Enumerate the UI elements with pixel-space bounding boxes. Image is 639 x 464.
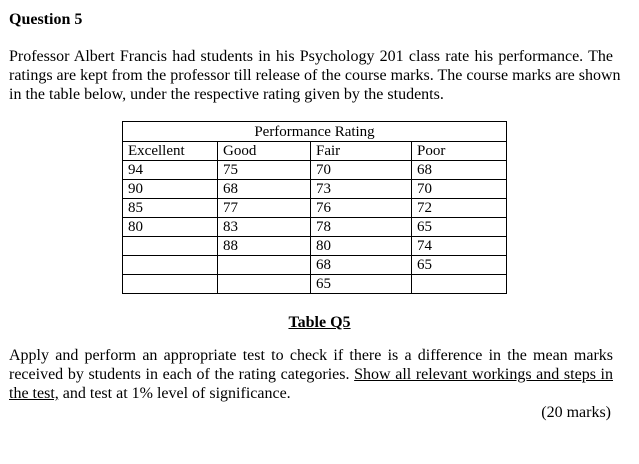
table-row <box>123 161 507 180</box>
table-cell: 68 <box>412 161 507 180</box>
table-cell: 70 <box>311 161 412 180</box>
table-cell: 85 <box>123 199 218 218</box>
intro-line: in the table below, under the respective rating given by the students. <box>9 86 444 103</box>
instruction-text: and test at 1% level of significance. <box>58 385 291 402</box>
instruction-emphasis: Show all relevant workings and steps in <box>354 366 613 383</box>
table-row <box>123 199 507 218</box>
table-cell <box>123 237 218 256</box>
instruction-line <box>9 384 613 403</box>
column-header-good: Good <box>218 142 311 161</box>
table-cell: 68 <box>218 180 311 199</box>
table-cell: 65 <box>311 275 412 294</box>
table-cell: 75 <box>218 161 311 180</box>
table-row <box>123 180 507 199</box>
table-cell: 76 <box>311 199 412 218</box>
table-cell: 77 <box>218 199 311 218</box>
table-cell <box>218 256 311 275</box>
table-row <box>123 256 507 275</box>
marks-allocation: (20 marks) <box>541 404 611 421</box>
table-cell: 68 <box>311 256 412 275</box>
table-cell: 94 <box>123 161 218 180</box>
table-cell <box>218 275 311 294</box>
column-header-poor: Poor <box>412 142 507 161</box>
table-cell: 72 <box>412 199 507 218</box>
table-cell <box>123 256 218 275</box>
column-header-excellent: Excellent <box>123 142 218 161</box>
instruction-line <box>9 365 613 384</box>
table-cell: 65 <box>412 218 507 237</box>
table-cell: 83 <box>218 218 311 237</box>
intro-line: Professor Albert Francis had students in his Psychology 201 class rate his performance. The <box>9 48 613 65</box>
table-cell: 73 <box>311 180 412 199</box>
table-cell: 80 <box>123 218 218 237</box>
performance-rating-table <box>122 121 507 294</box>
table-cell: 80 <box>311 237 412 256</box>
instruction-emphasis: the test, <box>9 385 59 402</box>
column-header-fair: Fair <box>311 142 412 161</box>
table-cell: 78 <box>311 218 412 237</box>
question-intro <box>9 47 621 104</box>
table-cell: 74 <box>412 237 507 256</box>
table-cell: 90 <box>123 180 218 199</box>
table-cell <box>412 275 507 294</box>
instruction-line: Apply and perform an appropriate test to check if there is a difference in the mean marks <box>9 347 613 364</box>
table-group-header: Performance Rating <box>123 122 507 142</box>
table-row <box>123 237 507 256</box>
instruction-text: received by students in each of the rating categories. <box>9 366 355 383</box>
table-cell <box>123 275 218 294</box>
intro-line: ratings are kept from the professor till release of the course marks. The course marks are shown <box>9 67 621 84</box>
table-cell: 65 <box>412 256 507 275</box>
table-caption: Table Q5 <box>288 314 351 331</box>
table-cell: 88 <box>218 237 311 256</box>
table-row <box>123 218 507 237</box>
question-title: Question 5 <box>9 11 83 28</box>
question-instructions <box>9 346 613 403</box>
table-cell: 70 <box>412 180 507 199</box>
table-row <box>123 275 507 294</box>
